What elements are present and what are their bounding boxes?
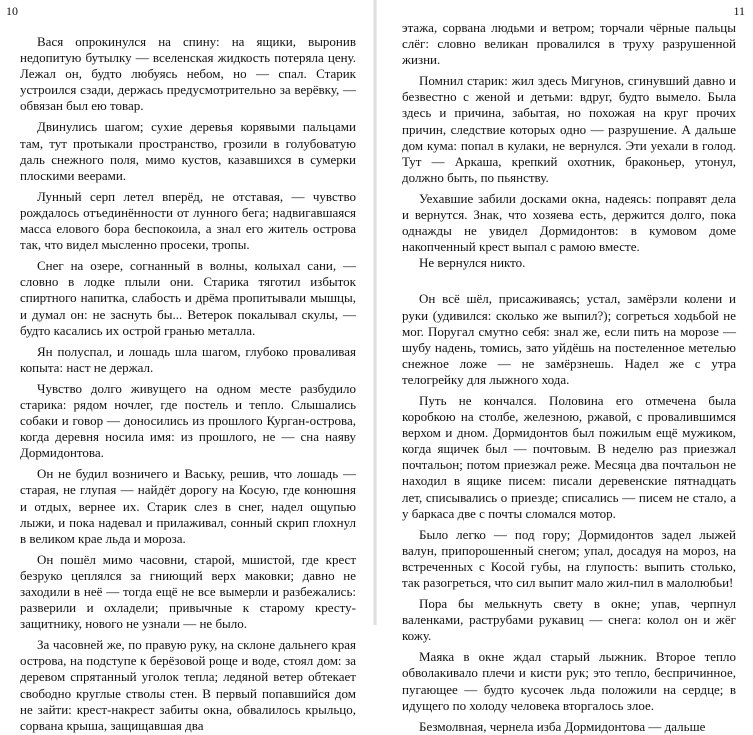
paragraph: Ян полуспал, и лошадь шла шагом, глубоко проваливая копыта: наст не держал. bbox=[20, 343, 356, 375]
paragraph: Вася опрокинулся на спину: на ящики, выронив недопитую бутылку — вселенская жидкость потеряла цену. Лежал он, будто любуясь небом, но — спал. Старик устроился сзади, держась предусмотрительно за верёвку, — обвязан был ею товар. bbox=[20, 34, 356, 114]
right-page bbox=[376, 0, 753, 734]
paragraph: Он всё шёл, присаживаясь; устал, замёрзли колени и руки (удивился: сколько же выпил?); согреться ходьбой не мог. Поругал смутно себя: знал же, если пить на морозе — шубу надень, томись, зато уйдёшь на постеленное метелью снежное ложе — не замёрзнешь. Надел же с утра телогрейку для лыжного хода. bbox=[402, 291, 736, 387]
right-page-number: 11 bbox=[733, 4, 745, 18]
paragraph: этажа, сорвана людьми и ветром; торчали чёрные пальцы слёг: словно великан провалился в труху разрушенной жизни. bbox=[402, 20, 736, 68]
paragraph: Маяка в окне ждал старый лыжник. Второе тепло обволакивало плечи и кисти рук; это тепло, беспричинное, пугающее — будто кусочек льда положили на сердце; в идущего по холоду человека вторгалось злое. bbox=[402, 649, 736, 713]
paragraph: Лунный серп летел вперёд, не отставая, — чувство рождалось отъединённости от лунного бега; надвигавшаяся масса елового бора беспокоила, а знал его житель острова так, что видел мысленно просеки, тропы. bbox=[20, 188, 356, 253]
paragraph: Помнил старик: жил здесь Мигунов, сгинувший давно и безвестно с женой и детьми: вдруг, будто вымело. Была здесь и причина, забытая, но похожая на круг прочих причин, следствие которых одно — разрушение. А дальше дом кума: попал в кулаки, не вернулся. Эти уехали в голод. Тут — Аркаша, крепкий охотник, браконьер, утонул, должно быть, по пьянству. bbox=[402, 73, 736, 185]
paragraph: Двинулись шагом; сухие деревья корявыми пальцами там, тут протыкали пространство, грозили в голубоватую даль снежного поля, мимо кустов, казавшихся в сумерки плоскими веерами. bbox=[20, 119, 356, 183]
paragraph: Было легко — под гору; Дормидонтов задел лыжей валун, припорошенный снегом; упал, досадуя на мороз, на встреченных с Косой губы, на глупость: выпить столько, так разогреться, что сил выпит мало жил-пил в малолюбьи! bbox=[402, 526, 736, 590]
paragraph: Пора бы мелькнуть свету в окне; упав, черпнул валенками, раструбами рукавиц — снега: колол он и жёг кожу. bbox=[402, 596, 736, 644]
left-page-text bbox=[20, 34, 356, 734]
paragraph: Путь не кончался. Половина его отмечена была коробкою на столбе, железною, ржавой, с провалившимся верхом и дном. Дормидонтов был пожилым ещё мужиком, когда ящичек был — почтовым. В неделю раз приезжал почтальон; потом приезжал реже. Месяца два почтальон не находил в ящике писем: писали деревенские пятнадцать лет, списывались о приезде; списались — писем не стало, а у баркаса две с почты сломался мотор. bbox=[402, 392, 736, 521]
paragraph: Он пошёл мимо часовни, старой, мшистой, где крест безруко цеплялся за гниющий верх маковки; давно не заходили в неё — тогда ещё не все вымерли и разбежались: разверили и охладели; привычные к старому кресту-защитнику, нового не узнали — не было. bbox=[20, 551, 356, 632]
right-page-text bbox=[402, 20, 736, 735]
left-page bbox=[0, 0, 376, 733]
paragraph: Снег на озере, согнанный в волны, колыхал сани, — словно в лодке плыли они. Старика тяготил избыток спиртного напитка, слабость и дрёма пропитывали мышцы, и думал он: не заснуть бы... Ветерок покалывал скулы, — будто касались их острой гранью металла. bbox=[20, 258, 356, 338]
paragraph: Чувство долго живущего на одном месте разбудило старика: рядом ночлег, где постель и тепло. Слышались собаки и говор — доносились из прошлого Курган-острова, когда деревня носила имя: из прошлого, не — сна наяву Дормидонтова. bbox=[20, 380, 356, 461]
paragraph: Он не будил возничего и Ваську, решив, что лошадь — старая, не глупая — найдёт дорогу на Косую, где конюшня и отдых, вернее их. Старик слез в снег, надел ощупью лыжи, и пока надевал и прилаживал, сонный скрип глохнул в великом крае льда и мороза. bbox=[20, 466, 356, 546]
paragraph: За часовней же, по правую руку, на склоне дальнего края острова, на подступе к берёзовой роще и воде, стоял дом: за деревом спрятанный уголок тепла; ледяной ветер обтекает свободно круглые стволы стен. В первый попавшийся дом не зайти: крест-накрест забиты окна, обвалилось крыльцо, сорвана крыша, защищавшая два bbox=[20, 637, 356, 733]
paragraph: Уехавшие забили досками окна, надеясь: поправят дела и вернутся. Знак, что хозяева есть, держится долго, пока однажды не увидел Дормидонтов: в кумовом доме накопченный крест выпал с рамою вместе. bbox=[402, 190, 736, 255]
left-page-number: 10 bbox=[6, 4, 18, 18]
paragraph: Безмолвная, чернела изба Дормидонтова — дальше bbox=[419, 718, 706, 734]
paragraph: Не вернулся никто. bbox=[419, 255, 526, 271]
